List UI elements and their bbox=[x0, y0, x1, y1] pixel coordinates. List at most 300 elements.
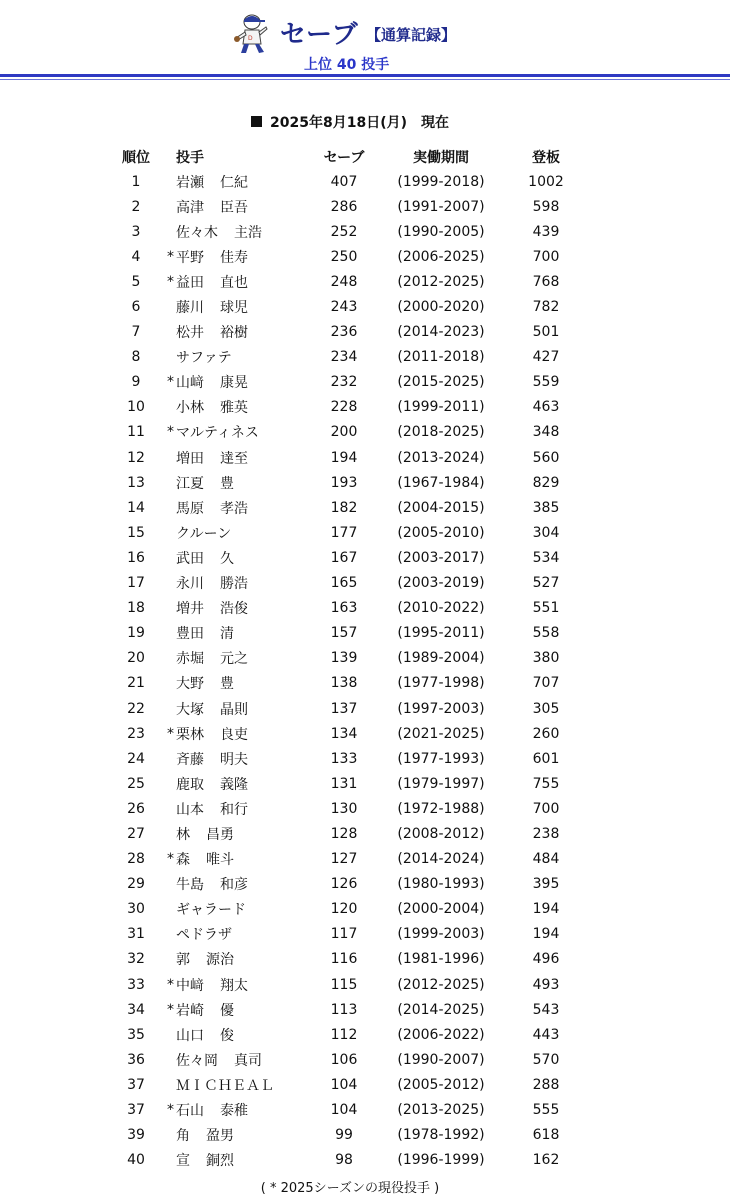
page-subtitle: 【通算記録】 bbox=[366, 26, 457, 44]
games-cell: 768 bbox=[532, 273, 560, 290]
pitcher-family-name: 高津 bbox=[176, 199, 204, 216]
pitcher-given-name: 勝浩 bbox=[220, 576, 248, 593]
active-mark-cell bbox=[162, 646, 174, 671]
header-period: 実働期間 bbox=[413, 149, 469, 166]
table-row bbox=[110, 696, 586, 721]
active-mark-cell bbox=[162, 545, 174, 570]
active-mark-cell: * bbox=[167, 273, 174, 290]
rank-cell: 22 bbox=[127, 700, 145, 717]
saves-cell: 139 bbox=[330, 650, 358, 667]
active-mark-cell bbox=[162, 821, 174, 846]
table-row bbox=[110, 972, 586, 997]
pitcher-family-name: 角 bbox=[176, 1128, 190, 1145]
saves-cell: 193 bbox=[330, 474, 358, 491]
period-cell: (1967-1984) bbox=[397, 474, 485, 491]
saves-cell: 228 bbox=[330, 399, 358, 416]
pitcher-given-name: 義隆 bbox=[220, 776, 248, 793]
pitcher-name-cell bbox=[174, 495, 312, 520]
rank-cell: 11 bbox=[127, 424, 145, 441]
pitcher-name-cell bbox=[174, 821, 312, 846]
period-cell: (2004-2015) bbox=[397, 499, 485, 516]
table-row bbox=[110, 947, 586, 972]
games-cell: 707 bbox=[532, 675, 560, 692]
pitcher-name-cell bbox=[174, 646, 312, 671]
pitcher-given-name: 泰稚 bbox=[220, 1103, 248, 1120]
pitcher-name-cell bbox=[174, 746, 312, 771]
table-row bbox=[110, 345, 586, 370]
rank-cell: 25 bbox=[127, 775, 145, 792]
table-row bbox=[110, 370, 586, 395]
rank-cell: 9 bbox=[131, 374, 141, 391]
pitcher-given-name: 真司 bbox=[234, 1052, 262, 1069]
table-row bbox=[110, 194, 586, 219]
active-mark-cell bbox=[162, 671, 174, 696]
games-cell: 559 bbox=[532, 374, 560, 391]
pitcher-family-name: 佐々岡 bbox=[176, 1052, 218, 1069]
table-row bbox=[110, 922, 586, 947]
active-mark-cell bbox=[162, 771, 174, 796]
games-cell: 385 bbox=[532, 499, 560, 516]
pitcher-family-name: 宣 bbox=[176, 1153, 190, 1170]
rank-cell: 18 bbox=[127, 600, 145, 617]
active-pitcher-footnote: ( * 2025シーズンの現役投手 ) bbox=[260, 1181, 440, 1196]
table-row bbox=[110, 897, 586, 922]
pitcher-family-name: 栗林 bbox=[176, 726, 204, 743]
period-cell: (2013-2024) bbox=[397, 449, 485, 466]
active-mark-cell bbox=[162, 1123, 174, 1148]
pitcher-name-cell bbox=[174, 1097, 312, 1122]
pitcher-given-name: 久 bbox=[220, 550, 234, 567]
active-mark-cell: * bbox=[167, 248, 174, 265]
period-cell: (1978-1992) bbox=[397, 1127, 485, 1144]
table-row bbox=[110, 671, 586, 696]
pitcher-name-cell bbox=[174, 796, 312, 821]
pitcher-family-name: 小林 bbox=[176, 400, 204, 417]
pitcher-given-name: 優 bbox=[220, 1002, 234, 1019]
saves-cell: 98 bbox=[335, 1152, 353, 1169]
pitcher-name-cell bbox=[174, 721, 312, 746]
games-cell: 484 bbox=[532, 851, 560, 868]
games-cell: 618 bbox=[532, 1127, 560, 1144]
period-cell: (1999-2011) bbox=[397, 399, 485, 416]
square-bullet-icon bbox=[251, 116, 262, 127]
rank-cell: 13 bbox=[127, 474, 145, 491]
period-cell: (2011-2018) bbox=[397, 349, 485, 366]
rank-cell: 20 bbox=[127, 650, 145, 667]
pitcher-name-cell bbox=[174, 395, 312, 420]
rank-cell: 36 bbox=[127, 1051, 145, 1068]
rank-cell: 30 bbox=[127, 901, 145, 918]
saves-cell: 163 bbox=[330, 600, 358, 617]
table-row bbox=[110, 821, 586, 846]
period-cell: (2000-2020) bbox=[397, 299, 485, 316]
table-row bbox=[110, 470, 586, 495]
games-cell: 260 bbox=[532, 725, 560, 742]
pitcher-given-name: 浩俊 bbox=[220, 601, 248, 618]
games-cell: 601 bbox=[532, 750, 560, 767]
pitcher-family-name: マルティネス bbox=[176, 425, 259, 442]
active-mark-cell bbox=[162, 947, 174, 972]
active-mark-cell bbox=[162, 470, 174, 495]
saves-cell: 116 bbox=[330, 951, 358, 968]
pitcher-name-cell bbox=[174, 571, 312, 596]
pitcher-family-name: 松井 bbox=[176, 325, 204, 342]
games-cell: 493 bbox=[532, 976, 560, 993]
period-cell: (2012-2025) bbox=[397, 273, 485, 290]
table-row bbox=[110, 1047, 586, 1072]
pitcher-family-name: 武田 bbox=[176, 550, 204, 567]
pitcher-name-cell bbox=[174, 470, 312, 495]
rank-cell: 37 bbox=[127, 1076, 145, 1093]
games-cell: 304 bbox=[532, 524, 560, 541]
active-mark-cell bbox=[162, 395, 174, 420]
pitcher-name-cell bbox=[174, 1022, 312, 1047]
table-row bbox=[110, 1022, 586, 1047]
saves-cell: 137 bbox=[330, 700, 358, 717]
rank-cell: 32 bbox=[127, 951, 145, 968]
table-row bbox=[110, 771, 586, 796]
rank-cell: 6 bbox=[131, 299, 141, 316]
active-mark-cell bbox=[162, 796, 174, 821]
games-cell: 829 bbox=[532, 474, 560, 491]
pitcher-family-name: 藤川 bbox=[176, 300, 204, 317]
rank-cell: 27 bbox=[127, 825, 145, 842]
saves-cell: 133 bbox=[330, 750, 358, 767]
pitcher-given-name: 元之 bbox=[220, 651, 248, 668]
pitcher-family-name: 林 bbox=[176, 826, 190, 843]
pitcher-family-name: 江夏 bbox=[176, 475, 204, 492]
pitcher-given-name: 豊 bbox=[220, 676, 234, 693]
active-mark-cell: * bbox=[167, 374, 174, 391]
active-mark-cell bbox=[162, 571, 174, 596]
pitcher-name-cell bbox=[174, 244, 312, 269]
table-row bbox=[110, 545, 586, 570]
saves-cell: 112 bbox=[330, 1026, 358, 1043]
table-row bbox=[110, 219, 586, 244]
as-of-date bbox=[0, 112, 700, 132]
table-row bbox=[110, 997, 586, 1022]
games-cell: 238 bbox=[532, 825, 560, 842]
pitcher-family-name: 斉藤 bbox=[176, 751, 204, 768]
period-cell: (2014-2023) bbox=[397, 324, 485, 341]
games-cell: 560 bbox=[532, 449, 560, 466]
games-cell: 395 bbox=[532, 876, 560, 893]
games-cell: 700 bbox=[532, 800, 560, 817]
table-row bbox=[110, 445, 586, 470]
header-mark bbox=[162, 144, 174, 169]
rank-cell: 5 bbox=[131, 273, 141, 290]
pitcher-given-name: 盈男 bbox=[206, 1128, 234, 1145]
saves-cell: 286 bbox=[330, 198, 358, 215]
pitcher-family-name: 森 bbox=[176, 852, 190, 869]
table-body bbox=[110, 169, 586, 1173]
games-cell: 427 bbox=[532, 349, 560, 366]
pitcher-name-cell bbox=[174, 847, 312, 872]
pitcher-given-name: 源治 bbox=[206, 952, 234, 969]
pitcher-family-name: ギャラード bbox=[176, 902, 246, 919]
period-cell: (1991-2007) bbox=[397, 198, 485, 215]
pitcher-family-name: 牛島 bbox=[176, 877, 204, 894]
period-cell: (2010-2022) bbox=[397, 600, 485, 617]
header-divider-thick bbox=[0, 74, 730, 77]
pitcher-mascot-icon bbox=[232, 12, 268, 54]
header-pitcher: 投手 bbox=[176, 149, 204, 166]
pitcher-given-name: 達至 bbox=[220, 450, 248, 467]
pitcher-family-name: 平野 bbox=[176, 249, 204, 266]
rank-cell: 7 bbox=[131, 324, 141, 341]
games-cell: 570 bbox=[532, 1051, 560, 1068]
pitcher-name-cell bbox=[174, 897, 312, 922]
header-games: 登板 bbox=[532, 149, 560, 166]
active-mark-cell bbox=[162, 746, 174, 771]
pitcher-name-cell bbox=[174, 169, 312, 194]
games-cell: 551 bbox=[532, 600, 560, 617]
period-cell: (1995-2011) bbox=[397, 625, 485, 642]
pitcher-name-cell bbox=[174, 520, 312, 545]
saves-cell: 252 bbox=[330, 223, 358, 240]
table-row bbox=[110, 420, 586, 445]
pitcher-given-name: 清 bbox=[220, 626, 234, 643]
pitcher-given-name: 翔太 bbox=[220, 977, 248, 994]
pitcher-name-cell bbox=[174, 194, 312, 219]
games-cell: 194 bbox=[532, 926, 560, 943]
table-row bbox=[110, 872, 586, 897]
period-cell: (2013-2025) bbox=[397, 1102, 485, 1119]
games-cell: 501 bbox=[532, 324, 560, 341]
saves-cell: 127 bbox=[330, 851, 358, 868]
rank-cell: 24 bbox=[127, 750, 145, 767]
saves-cell: 117 bbox=[330, 926, 358, 943]
active-mark-cell bbox=[162, 922, 174, 947]
rank-cell: 33 bbox=[127, 976, 145, 993]
saves-cell: 167 bbox=[330, 549, 358, 566]
active-mark-cell bbox=[162, 445, 174, 470]
active-mark-cell bbox=[162, 345, 174, 370]
active-mark-cell bbox=[162, 169, 174, 194]
pitcher-name-cell bbox=[174, 596, 312, 621]
table-row bbox=[110, 796, 586, 821]
pitcher-family-name: 山﨑 bbox=[176, 375, 204, 392]
active-mark-cell bbox=[162, 495, 174, 520]
page-title: セーブ bbox=[280, 20, 359, 50]
pitcher-name-cell bbox=[174, 671, 312, 696]
saves-cell: 200 bbox=[330, 424, 358, 441]
table-row bbox=[110, 294, 586, 319]
table-row bbox=[110, 646, 586, 671]
pitcher-family-name: 中﨑 bbox=[176, 977, 204, 994]
pitcher-name-cell bbox=[174, 947, 312, 972]
pitcher-family-name: サファテ bbox=[176, 350, 232, 367]
pitcher-family-name: クルーン bbox=[176, 525, 232, 542]
active-mark-cell bbox=[162, 1022, 174, 1047]
rank-cell: 15 bbox=[127, 524, 145, 541]
pitcher-given-name: 銅烈 bbox=[206, 1153, 234, 1170]
period-cell: (2018-2025) bbox=[397, 424, 485, 441]
period-cell: (2000-2004) bbox=[397, 901, 485, 918]
period-cell: (2003-2019) bbox=[397, 575, 485, 592]
saves-cell: 194 bbox=[330, 449, 358, 466]
period-cell: (2008-2012) bbox=[397, 825, 485, 842]
pitcher-family-name: ペドラザ bbox=[176, 927, 232, 944]
saves-cell: 232 bbox=[330, 374, 358, 391]
active-mark-cell bbox=[162, 696, 174, 721]
rank-cell: 29 bbox=[127, 876, 145, 893]
table-row bbox=[110, 1148, 586, 1173]
saves-cell: 106 bbox=[330, 1051, 358, 1068]
period-cell: (2014-2025) bbox=[397, 1001, 485, 1018]
pitcher-given-name: 豊 bbox=[220, 475, 234, 492]
pitcher-given-name: 主浩 bbox=[234, 224, 262, 241]
svg-text:D: D bbox=[248, 35, 253, 42]
pitcher-name-cell bbox=[174, 294, 312, 319]
rank-cell: 12 bbox=[127, 449, 145, 466]
pitcher-family-name: 岩瀬 bbox=[176, 174, 204, 191]
pitcher-given-name: 球児 bbox=[220, 300, 248, 317]
saves-cell: 113 bbox=[330, 1001, 358, 1018]
rank-cell: 16 bbox=[127, 549, 145, 566]
period-cell: (1989-2004) bbox=[397, 650, 485, 667]
header-saves: セーブ bbox=[323, 149, 365, 166]
games-cell: 443 bbox=[532, 1026, 560, 1043]
table-row bbox=[110, 596, 586, 621]
period-cell: (2014-2024) bbox=[397, 851, 485, 868]
table-row bbox=[110, 721, 586, 746]
pitcher-given-name: 明夫 bbox=[220, 751, 248, 768]
pitcher-given-name: 俊 bbox=[220, 1027, 234, 1044]
rank-cell: 39 bbox=[127, 1127, 145, 1144]
saves-cell: 126 bbox=[330, 876, 358, 893]
pitcher-given-name: 康晃 bbox=[220, 375, 248, 392]
active-mark-cell bbox=[162, 520, 174, 545]
table-row bbox=[110, 244, 586, 269]
saves-cell: 130 bbox=[330, 800, 358, 817]
pitcher-family-name: 大塚 bbox=[176, 701, 204, 718]
games-cell: 439 bbox=[532, 223, 560, 240]
pitcher-name-cell bbox=[174, 771, 312, 796]
period-cell: (2015-2025) bbox=[397, 374, 485, 391]
saves-cell: 243 bbox=[330, 299, 358, 316]
period-cell: (2012-2025) bbox=[397, 976, 485, 993]
pitcher-family-name: ＭＩＣＨＥＡＬ bbox=[176, 1077, 274, 1094]
pitcher-family-name: 馬原 bbox=[176, 500, 204, 517]
pitcher-name-cell bbox=[174, 1148, 312, 1173]
pitcher-given-name: 孝浩 bbox=[220, 500, 248, 517]
period-cell: (1980-1993) bbox=[397, 876, 485, 893]
active-mark-cell: * bbox=[167, 851, 174, 868]
period-cell: (2005-2012) bbox=[397, 1076, 485, 1093]
active-mark-cell: * bbox=[167, 976, 174, 993]
pitcher-family-name: 永川 bbox=[176, 576, 204, 593]
pitcher-family-name: 大野 bbox=[176, 676, 204, 693]
pitcher-family-name: 豊田 bbox=[176, 626, 204, 643]
pitcher-name-cell bbox=[174, 1123, 312, 1148]
header-divider-thin bbox=[0, 79, 730, 80]
header-rank: 順位 bbox=[122, 149, 150, 166]
saves-cell: 128 bbox=[330, 825, 358, 842]
pitcher-given-name: 直也 bbox=[220, 274, 248, 291]
rank-cell: 17 bbox=[127, 575, 145, 592]
pitcher-family-name: 郭 bbox=[176, 952, 190, 969]
active-mark-cell bbox=[162, 1148, 174, 1173]
period-cell: (1990-2007) bbox=[397, 1051, 485, 1068]
rank-cell: 34 bbox=[127, 1001, 145, 1018]
games-cell: 1002 bbox=[528, 173, 564, 190]
pitcher-name-cell bbox=[174, 345, 312, 370]
pitcher-family-name: 増田 bbox=[176, 450, 204, 467]
active-mark-cell bbox=[162, 1047, 174, 1072]
saves-cell: 177 bbox=[330, 524, 358, 541]
active-mark-cell bbox=[162, 596, 174, 621]
pitcher-family-name: 石山 bbox=[176, 1103, 204, 1120]
pitcher-family-name: 赤堀 bbox=[176, 651, 204, 668]
active-mark-cell bbox=[162, 320, 174, 345]
pitcher-family-name: 山口 bbox=[176, 1027, 204, 1044]
period-cell: (1979-1997) bbox=[397, 775, 485, 792]
pitcher-name-cell bbox=[174, 1072, 312, 1097]
page-header bbox=[0, 0, 730, 80]
table-row bbox=[110, 520, 586, 545]
period-cell: (1977-1998) bbox=[397, 675, 485, 692]
pitcher-family-name: 益田 bbox=[176, 274, 204, 291]
active-mark-cell: * bbox=[167, 1102, 174, 1119]
table-row bbox=[110, 621, 586, 646]
pitcher-family-name: 山本 bbox=[176, 801, 204, 818]
period-cell: (2003-2017) bbox=[397, 549, 485, 566]
table-row bbox=[110, 746, 586, 771]
pitcher-given-name: 晶則 bbox=[220, 701, 248, 718]
pitcher-given-name: 臣吾 bbox=[220, 199, 248, 216]
games-cell: 700 bbox=[532, 248, 560, 265]
saves-cell: 248 bbox=[330, 273, 358, 290]
table-row bbox=[110, 571, 586, 596]
pitcher-given-name: 良吏 bbox=[220, 726, 248, 743]
pitcher-name-cell bbox=[174, 320, 312, 345]
pitcher-family-name: 岩崎 bbox=[176, 1002, 204, 1019]
pitcher-name-cell bbox=[174, 1047, 312, 1072]
period-cell: (1981-1996) bbox=[397, 951, 485, 968]
pitcher-given-name: 和行 bbox=[220, 801, 248, 818]
active-mark-cell: * bbox=[167, 725, 174, 742]
table-row bbox=[110, 1097, 586, 1122]
table-row bbox=[110, 169, 586, 194]
games-cell: 380 bbox=[532, 650, 560, 667]
rank-cell: 8 bbox=[131, 349, 141, 366]
pitcher-name-cell bbox=[174, 696, 312, 721]
rank-cell: 21 bbox=[127, 675, 145, 692]
rank-cell: 40 bbox=[127, 1152, 145, 1169]
saves-cell: 104 bbox=[330, 1076, 358, 1093]
saves-cell: 99 bbox=[335, 1127, 353, 1144]
active-mark-cell bbox=[162, 897, 174, 922]
saves-cell: 131 bbox=[330, 775, 358, 792]
active-mark-cell bbox=[162, 294, 174, 319]
pitcher-name-cell bbox=[174, 420, 312, 445]
pitcher-name-cell bbox=[174, 621, 312, 646]
rank-cell: 37 bbox=[127, 1102, 145, 1119]
table-row bbox=[110, 395, 586, 420]
saves-cell: 134 bbox=[330, 725, 358, 742]
rank-cell: 28 bbox=[127, 851, 145, 868]
pitcher-given-name: 佳寿 bbox=[220, 249, 248, 266]
table-row bbox=[110, 495, 586, 520]
saves-cell: 165 bbox=[330, 575, 358, 592]
table-row bbox=[110, 269, 586, 294]
period-cell: (1999-2003) bbox=[397, 926, 485, 943]
active-mark-cell bbox=[162, 1072, 174, 1097]
active-mark-cell bbox=[162, 194, 174, 219]
games-cell: 527 bbox=[532, 575, 560, 592]
saves-cell: 250 bbox=[330, 248, 358, 265]
